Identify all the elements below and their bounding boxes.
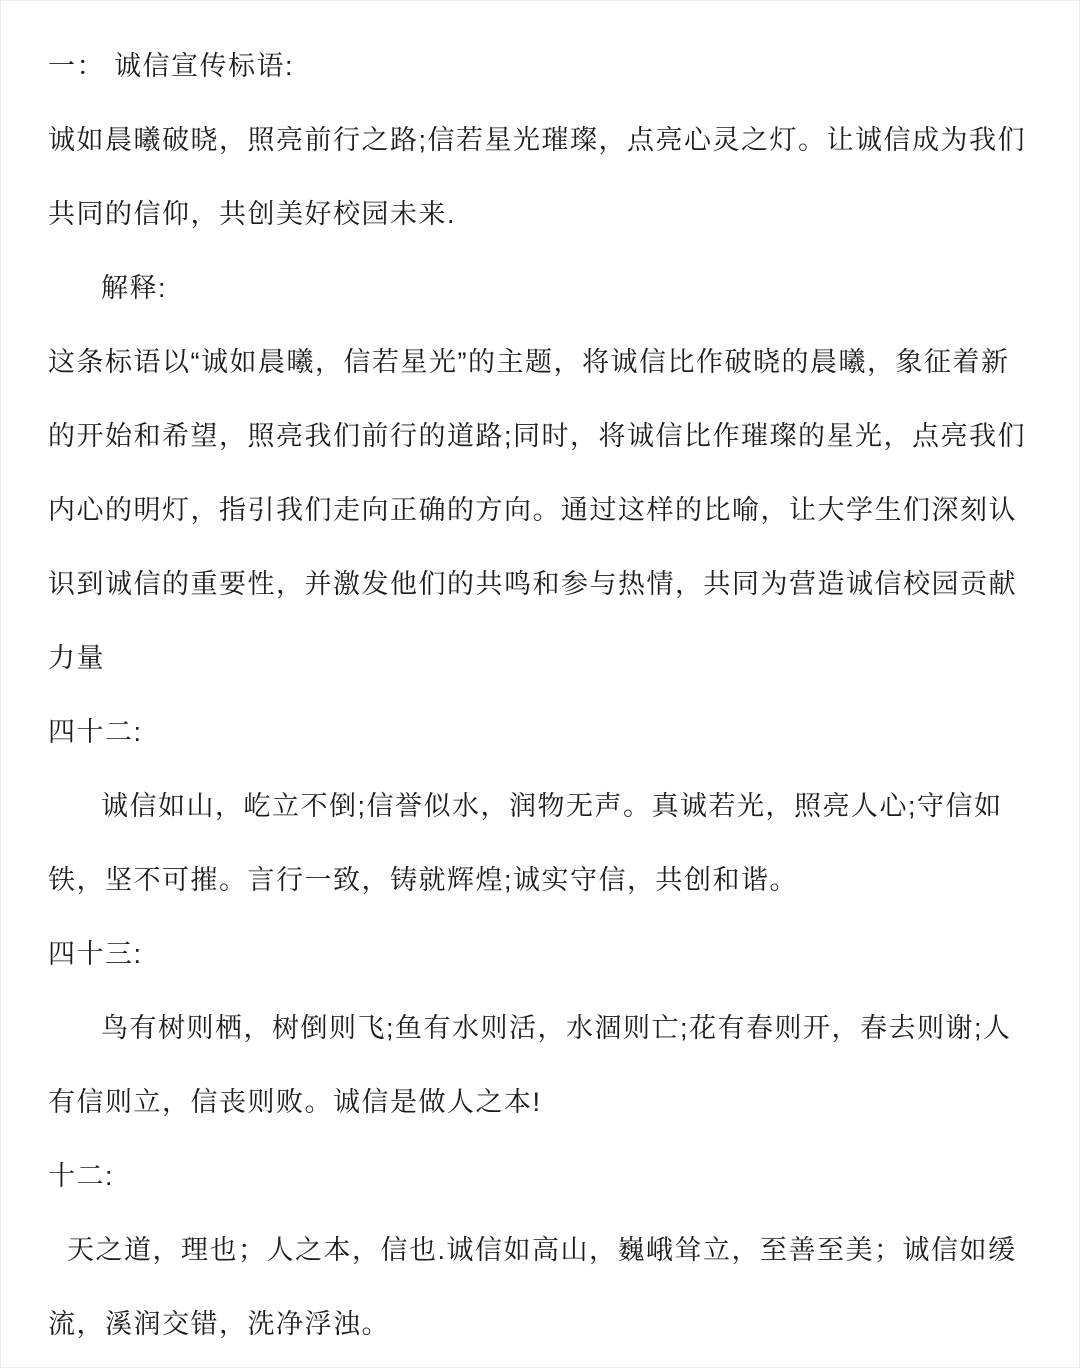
body-text-line: 内心的明灯，指引我们走向正确的方向。通过这样的比喻，让大学生们深刻认 xyxy=(48,494,1017,525)
section-heading-line: 十二: xyxy=(48,1160,115,1191)
section-heading-line: 四十三: xyxy=(48,938,143,969)
body-text-line: 识到诚信的重要性，并激发他们的共鸣和参与热情，共同为营造诚信校园贡献 xyxy=(48,568,1017,599)
body-text-line: 诚如晨曦破晓，照亮前行之路;信若星光璀璨，点亮心灵之灯。让诚信成为我们 xyxy=(48,124,1026,155)
body-text-line: 有信则立，信丧则败。诚信是做人之本! xyxy=(48,1086,542,1117)
body-text-line: 天之道，理也；人之本，信也.诚信如高山，巍峨耸立，至善至美；诚信如缓 xyxy=(67,1234,1017,1265)
body-text-line: 诚信如山，屹立不倒;信誉似水，润物无声。真诚若光，照亮人心;守信如 xyxy=(101,790,1003,821)
body-text-line: 这条标语以“诚如晨曦，信若星光”的主题，将诚信比作破晓的晨曦，象征着新 xyxy=(48,346,1010,377)
body-text-line: 鸟有树则栖，树倒则飞;鱼有水则活，水涸则亡;花有春则开，春去则谢;人 xyxy=(101,1012,1012,1043)
section-heading-line: 四十二: xyxy=(48,716,143,747)
body-text-line: 流，溪润交错，洗净浮浊。 xyxy=(48,1308,390,1339)
explanation-label: 解释: xyxy=(101,272,168,303)
body-text-line: 共同的信仰，共创美好校园未来. xyxy=(48,198,457,229)
body-text-line: 的开始和希望，照亮我们前行的道路;同时，将诚信比作璀璨的星光，点亮我们 xyxy=(48,420,1026,451)
body-text-line: 铁，坚不可摧。言行一致，铸就辉煌;诚实守信，共创和谐。 xyxy=(48,864,799,895)
section-heading-line: 一： 诚信宣传标语: xyxy=(48,50,295,81)
body-text-line: 力量 xyxy=(48,642,105,673)
